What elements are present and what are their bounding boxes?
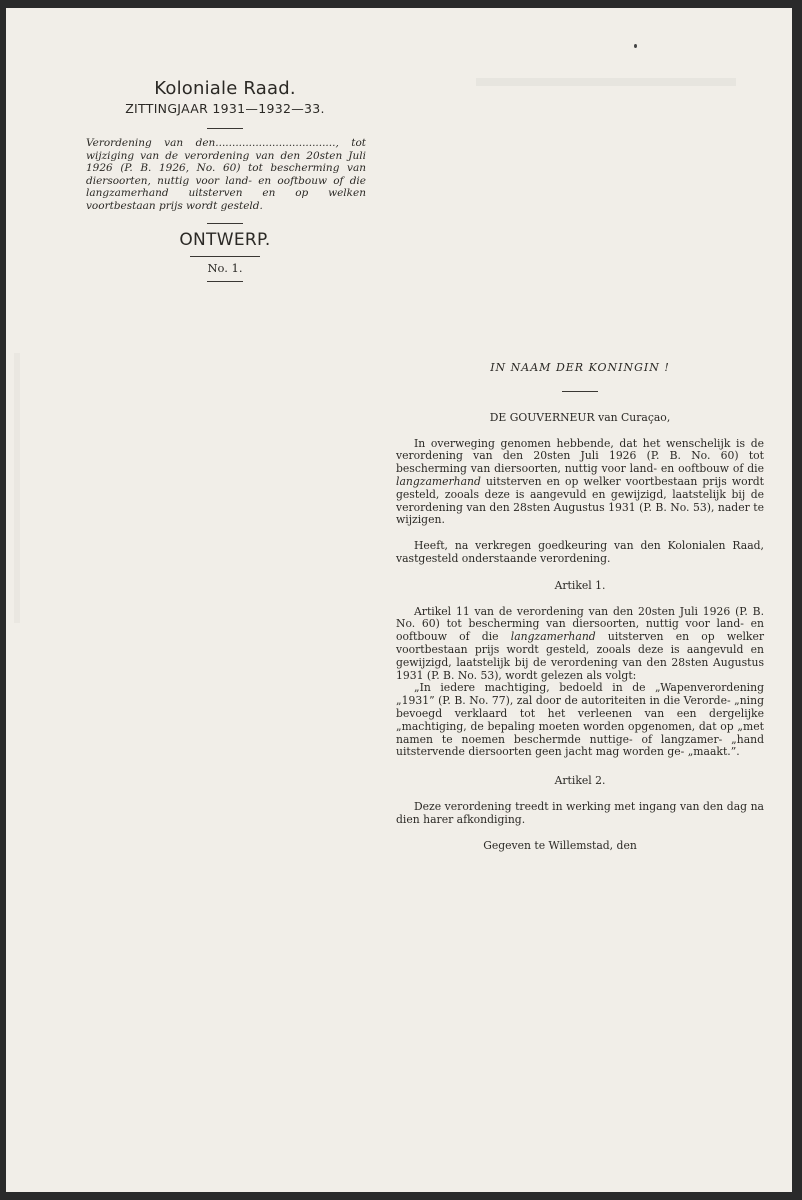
enactment-clause: Heeft, na verkregen goedkeuring van den Kolonialen Raad, vastgesteld onderstaande verordening. bbox=[396, 539, 764, 565]
divider bbox=[207, 223, 243, 224]
issuer: DE GOUVERNEUR van Curaçao, bbox=[489, 410, 671, 424]
preamble-text-2: uitsterven en op welker voortbestaan prijs wordt gesteld, zooals deze is aangevuld en gewijzigd, laatstelijk bij de verordening van den 28sten Augustus 1931 (P. B. No. 53), nader te wijzigen. bbox=[396, 474, 764, 527]
divider bbox=[207, 128, 243, 129]
article-1-text bbox=[396, 606, 764, 683]
divider bbox=[207, 281, 243, 282]
divider bbox=[190, 256, 260, 257]
session-year: ZITTINGJAAR 1931—1932—33. bbox=[125, 101, 325, 116]
article-1-text-2: uitsterven en op welker voortbestaan prijs wordt gesteld, zooals deze is aangevuld en gewijzigd, laatstelijk bij de verordening van den 28sten Augustus 1931 (P. B. No. 53), wordt gelezen als volgt: bbox=[396, 630, 765, 682]
closing-line: Gegeven te Willemstad, den bbox=[483, 838, 637, 852]
article-1-title: Artikel 1. bbox=[554, 578, 606, 592]
royal-heading: IN NAAM DER KONINGIN ! bbox=[490, 361, 670, 374]
divider bbox=[562, 391, 598, 392]
page-title: Koloniale Raad. bbox=[154, 78, 296, 99]
title-block bbox=[84, 78, 366, 282]
ink-spot bbox=[634, 44, 637, 48]
document-number: No. 1. bbox=[207, 260, 243, 275]
article-1-text-1: Artikel 11 van de verordening van den 20sten Juli 1926 (P. B. No. 60) tot bescherming van diersoorten, nuttig voor land- en ooftbouw of die bbox=[396, 604, 764, 644]
draft-label: ONTWERP. bbox=[179, 229, 271, 250]
preamble-text-1: In overweging genomen hebbende, dat het wenschelijk is de verordening van den 20sten Juli 1926 (P. B. No. 60) tot bescherming van diersoorten, nuttig voor land- en ooftbouw of die bbox=[396, 436, 764, 476]
preamble bbox=[396, 438, 764, 528]
article-2-title: Artikel 2. bbox=[554, 774, 606, 788]
preamble-italic: langzamerhand bbox=[396, 474, 481, 488]
article-1-italic: langzamerhand bbox=[510, 630, 596, 644]
bleed-through-shadow-left bbox=[14, 353, 350, 623]
article-1-quote: „In iedere machtiging, bedoeld in de „Wapenverordening „1931” (P. B. No. 77), zal door de autoriteiten in die Verorde- „ning bevoegd verklaard tot het verleenen van een dergelijke „machtiging, de bepaling moeten worden opgenomen, dat op „met namen te noemen beschermde nuttige- of langzamer- „hand uitstervende diersoorten geen jacht mag worden ge- „maakt.”. bbox=[396, 681, 764, 759]
ordinance-description: Verordening van den...................................., tot wijziging van de verordening van den 20sten Juli 1926 (P. B. 1926, No. 60) tot bescherming van diersoorten, nuttig voor land- en ooftbouw of die langzamerhand uitsterven en op welken voortbestaan prijs wordt gesteld. bbox=[86, 137, 366, 212]
ordinance-body bbox=[396, 362, 764, 852]
bleed-through-shadow bbox=[476, 78, 736, 206]
document-page bbox=[6, 8, 792, 1192]
article-2-text: Deze verordening treedt in werking met ingang van den dag na dien harer afkondiging. bbox=[396, 799, 764, 826]
